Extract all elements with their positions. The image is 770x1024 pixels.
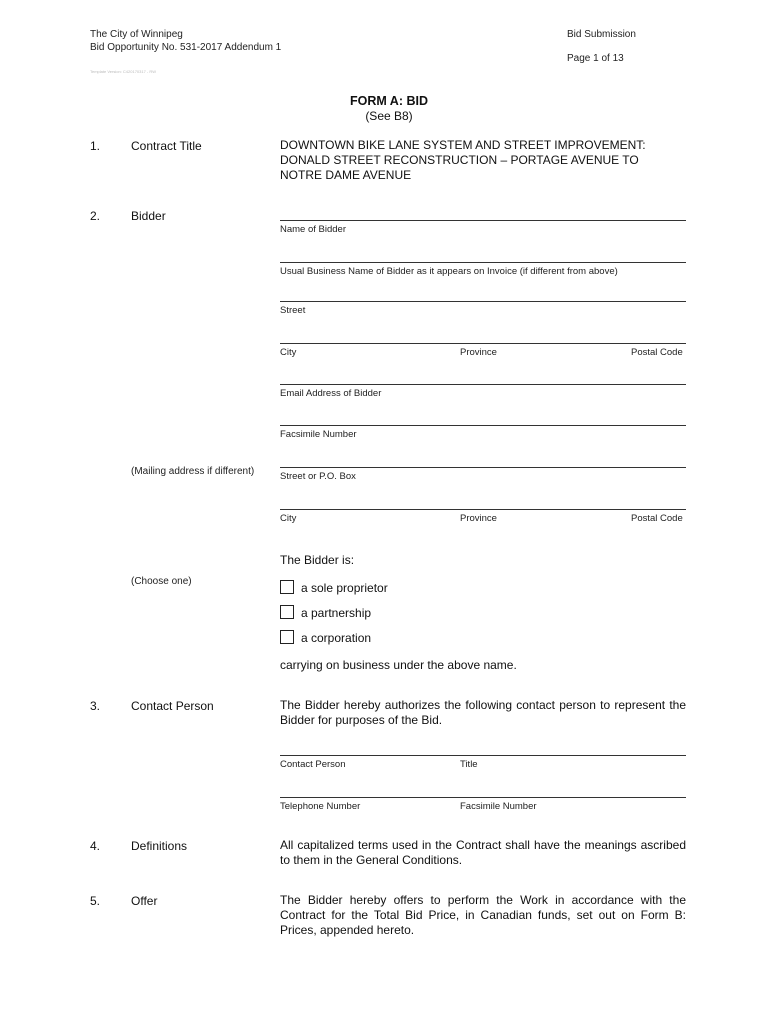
postal-code-caption: Postal Code: [631, 347, 683, 358]
fax-line[interactable]: [280, 425, 686, 426]
section-4-number: 4.: [90, 839, 101, 853]
header-bid-opportunity: Bid Opportunity No. 531-2017 Addendum 1: [90, 42, 282, 53]
header-org: The City of Winnipeg: [90, 29, 183, 40]
form-title: FORM A: BID: [350, 94, 428, 108]
mailing-city-caption: City: [280, 513, 297, 524]
street-po-caption: Street or P.O. Box: [280, 471, 356, 482]
title-caption: Title: [460, 759, 478, 770]
fax-caption: Facsimile Number: [280, 429, 357, 440]
corporation-label: a corporation: [301, 631, 372, 645]
mailing-city-province-postal-line[interactable]: [280, 509, 686, 510]
section-1-number: 1.: [90, 139, 101, 153]
contact-person-text: The Bidder hereby authorizes the following contact person to represent the Bidder for purposes of the Bid.: [280, 698, 686, 727]
province-caption: Province: [460, 347, 497, 358]
choose-one-note: (Choose one): [131, 576, 192, 587]
section-5-number: 5.: [90, 894, 101, 908]
usual-business-name-caption: Usual Business Name of Bidder as it appears on Invoice (if different from above): [280, 266, 618, 277]
section-1-label: Contract Title: [131, 139, 202, 153]
contact-person-title-line[interactable]: [280, 755, 686, 756]
name-of-bidder-line[interactable]: [280, 220, 686, 221]
street-caption: Street: [280, 305, 306, 316]
email-line[interactable]: [280, 384, 686, 385]
partnership-label: a partnership: [301, 606, 372, 620]
telephone-fax-line[interactable]: [280, 797, 686, 798]
header-doc-type: Bid Submission: [567, 29, 636, 40]
contact-person-caption: Contact Person: [280, 759, 346, 770]
offer-text: The Bidder hereby offers to perform the Work in accordance with the Contract for the Total Bid Price, in Canadian funds, set out on Form B: Prices, appended hereto.: [280, 893, 686, 937]
usual-business-name-line[interactable]: [280, 262, 686, 263]
contract-title-line-3: NOTRE DAME AVENUE: [280, 168, 412, 182]
corporation-checkbox[interactable]: [280, 630, 294, 644]
name-of-bidder-caption: Name of Bidder: [280, 224, 347, 235]
header-template-version: Template Version: C420170317 - RW: [90, 69, 156, 74]
section-3-number: 3.: [90, 699, 101, 713]
carrying-on-business-text: carrying on business under the above name.: [280, 658, 517, 672]
section-2-label: Bidder: [131, 209, 166, 223]
definitions-text: All capitalized terms used in the Contract shall have the meanings ascribed to them in the General Conditions.: [280, 838, 686, 867]
section-5-label: Offer: [131, 894, 158, 908]
section-2-number: 2.: [90, 209, 101, 223]
mailing-address-note: (Mailing address if different): [131, 466, 255, 477]
bidder-is-label: The Bidder is:: [280, 553, 355, 567]
street-line[interactable]: [280, 301, 686, 302]
section-4-label: Definitions: [131, 839, 188, 853]
contact-fax-caption: Facsimile Number: [460, 801, 537, 812]
mailing-province-caption: Province: [460, 513, 497, 524]
telephone-caption: Telephone Number: [280, 801, 361, 812]
city-province-postal-line[interactable]: [280, 343, 686, 344]
contract-title-line-1: DOWNTOWN BIKE LANE SYSTEM AND STREET IMPROVEMENT:: [280, 138, 646, 152]
street-po-line[interactable]: [280, 467, 686, 468]
partnership-checkbox[interactable]: [280, 605, 294, 619]
header-page-number: Page 1 of 13: [567, 53, 624, 64]
contract-title-line-2: DONALD STREET RECONSTRUCTION – PORTAGE AVENUE TO: [280, 153, 639, 167]
email-caption: Email Address of Bidder: [280, 388, 382, 399]
section-3-label: Contact Person: [131, 699, 214, 713]
city-caption: City: [280, 347, 297, 358]
sole-proprietor-checkbox[interactable]: [280, 580, 294, 594]
sole-proprietor-label: a sole proprietor: [301, 581, 388, 595]
form-subtitle: (See B8): [365, 109, 413, 123]
mailing-postal-code-caption: Postal Code: [631, 513, 683, 524]
